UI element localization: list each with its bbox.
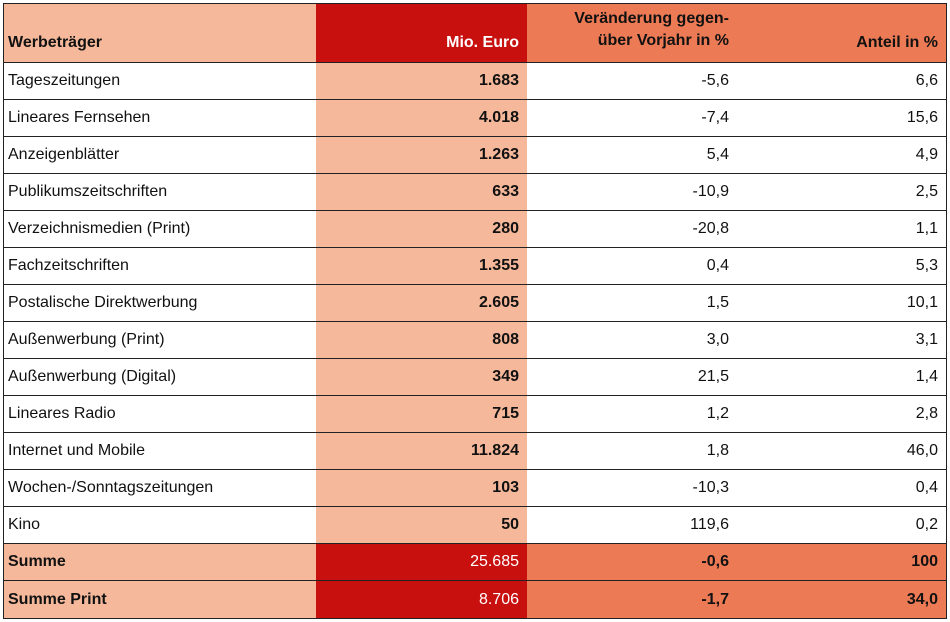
row-change: 1,5 (706, 294, 729, 311)
row-change: -5,6 (701, 72, 729, 89)
row-share: 6,6 (915, 72, 938, 89)
summary-mio-euro: 25.685 (316, 544, 527, 580)
summary-mio-euro: 8.706 (316, 581, 527, 618)
header-anteil: Anteil in % (737, 4, 946, 62)
row-change: 3,0 (706, 331, 729, 348)
table-row (4, 248, 946, 285)
row-mio-euro: 808 (316, 322, 527, 358)
summary-row-print (4, 581, 946, 618)
header-werbetraeger: Werbeträger (4, 4, 316, 62)
summary-share: 100 (737, 544, 946, 580)
row-share: 2,5 (915, 183, 938, 200)
row-mio-euro: 1.355 (316, 248, 527, 284)
row-mio-euro: 1.263 (316, 137, 527, 173)
row-name: Tageszeitungen (8, 72, 121, 89)
row-change: -7,4 (701, 109, 729, 126)
advertising-media-table (3, 3, 947, 619)
header-mio-euro: Mio. Euro (316, 4, 527, 62)
row-change: 21,5 (697, 368, 729, 385)
row-change: 119,6 (690, 516, 729, 533)
row-change: -10,3 (692, 479, 729, 496)
table-row (4, 396, 946, 433)
row-mio-euro: 103 (316, 470, 527, 506)
row-change: 0,4 (706, 257, 729, 274)
row-share: 1,4 (915, 368, 938, 385)
table-row (4, 285, 946, 322)
row-name: Fachzeitschriften (8, 257, 129, 274)
row-name: Lineares Radio (8, 405, 116, 422)
row-share: 2,8 (915, 405, 938, 422)
row-share: 4,9 (915, 146, 938, 163)
row-name: Wochen-/Sonntagszeitungen (8, 479, 214, 496)
row-mio-euro: 280 (316, 211, 527, 247)
row-share: 10,1 (906, 294, 938, 311)
row-share: 0,4 (915, 479, 938, 496)
row-mio-euro: 2.605 (316, 285, 527, 321)
row-share: 5,3 (915, 257, 938, 274)
row-share: 3,1 (915, 331, 938, 348)
table-row (4, 100, 946, 137)
row-mio-euro: 50 (316, 507, 527, 543)
table-row (4, 211, 946, 248)
row-mio-euro: 349 (316, 359, 527, 395)
row-name: Internet und Mobile (8, 442, 145, 459)
row-change: 1,8 (706, 442, 729, 459)
row-change: 5,4 (706, 146, 729, 163)
row-change: -20,8 (692, 220, 729, 237)
row-mio-euro: 715 (316, 396, 527, 432)
table-row (4, 322, 946, 359)
summary-share: 34,0 (737, 581, 946, 618)
row-name: Lineares Fernsehen (8, 109, 151, 126)
row-share: 46,0 (906, 442, 938, 459)
summary-name: Summe (4, 544, 316, 580)
table-row (4, 433, 946, 470)
row-mio-euro: 1.683 (316, 63, 527, 99)
summary-name: Summe Print (4, 581, 316, 618)
table-row (4, 470, 946, 507)
table-header-row (4, 4, 946, 63)
row-name: Außenwerbung (Digital) (8, 368, 177, 385)
table-row (4, 359, 946, 396)
table-row (4, 137, 946, 174)
row-name: Anzeigenblätter (8, 146, 120, 163)
header-veraenderung (527, 4, 737, 62)
summary-change: -1,7 (527, 581, 737, 618)
row-name: Publikumszeitschriften (8, 183, 168, 200)
row-name: Postalische Direktwerbung (8, 294, 198, 311)
row-change: -10,9 (692, 183, 729, 200)
row-mio-euro: 11.824 (316, 433, 527, 469)
row-name: Außenwerbung (Print) (8, 331, 165, 348)
row-share: 15,6 (906, 109, 938, 126)
row-share: 1,1 (915, 220, 938, 237)
summary-change: -0,6 (527, 544, 737, 580)
row-change: 1,2 (706, 405, 729, 422)
row-mio-euro: 4.018 (316, 100, 527, 136)
table-row (4, 174, 946, 211)
row-share: 0,2 (915, 516, 938, 533)
summary-row (4, 544, 946, 581)
row-mio-euro: 633 (316, 174, 527, 210)
table-row (4, 507, 946, 544)
row-name: Kino (8, 516, 41, 533)
header-veraenderung-line1: Veränderung gegen- (574, 10, 729, 27)
table-row (4, 63, 946, 100)
header-veraenderung-line2: über Vorjahr in % (597, 32, 729, 49)
row-name: Verzeichnismedien (Print) (8, 220, 191, 237)
